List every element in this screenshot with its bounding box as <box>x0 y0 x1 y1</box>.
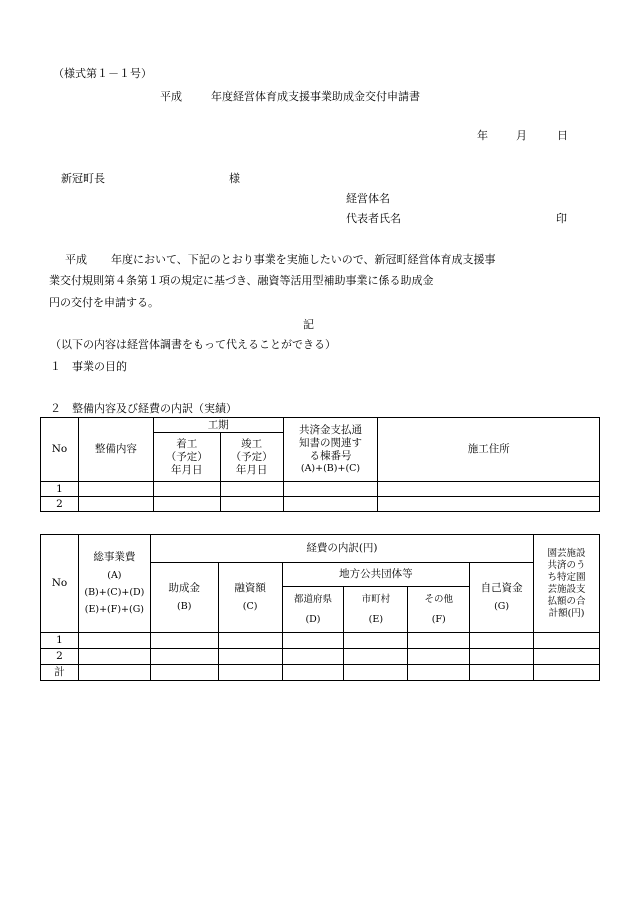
cell[interactable] <box>283 482 378 497</box>
cell[interactable] <box>78 482 153 497</box>
cell[interactable] <box>218 649 282 665</box>
mutual-line-1: 共済金支払通 <box>299 424 362 436</box>
representative-label: 代表者氏名 <box>346 212 401 225</box>
col-loan <box>218 563 282 633</box>
col-end <box>220 433 283 482</box>
body-era: 平成 <box>65 253 87 266</box>
other-label: その他 <box>424 593 453 605</box>
cell[interactable] <box>283 497 378 512</box>
body-line-1: 年度において、下記のとおり事業を実施したいので、新冠町経営体育成支援事 <box>111 253 496 266</box>
substitution-note: （以下の内容は経営体調書をもって代えることができる） <box>50 338 336 351</box>
section-breakdown: ２ 整備内容及び経費の内訳（実績） <box>50 402 237 415</box>
total-line-1: 総事業費 <box>93 551 136 563</box>
city-label: 市町村 <box>361 593 391 605</box>
cell[interactable] <box>218 633 282 649</box>
cell[interactable] <box>408 649 470 665</box>
cell[interactable] <box>344 665 408 681</box>
col-location: 施工住所 <box>378 418 600 482</box>
city-code: (E) <box>368 613 384 625</box>
loan-code: (C) <box>242 601 258 612</box>
row-no: 1 <box>41 482 79 497</box>
table-row <box>41 649 600 665</box>
start-line-3: 年月日 <box>170 463 203 476</box>
end-line-1: 竣工 <box>241 437 263 450</box>
cell[interactable] <box>78 649 150 665</box>
page-title: 年度経営体育成支援事業助成金交付申請書 <box>211 90 420 103</box>
col-city <box>344 587 408 633</box>
cell[interactable] <box>534 665 600 681</box>
end-line-3: 年月日 <box>235 463 268 476</box>
mutual-line-2: 知書の関連す <box>299 437 362 449</box>
row-no: 2 <box>41 497 79 512</box>
table-row <box>41 497 600 512</box>
start-line-1: 着工 <box>176 437 198 450</box>
cell[interactable] <box>282 665 344 681</box>
cell[interactable] <box>408 665 470 681</box>
body-line-3: 円の交付を申請する。 <box>49 296 159 309</box>
body-line-2: 業交付規則第４条第１項の規定に基づき、融資等活用型補助事業に係る助成金 <box>49 274 434 287</box>
table-row <box>41 482 600 497</box>
cell[interactable] <box>153 497 220 512</box>
row-no: 1 <box>41 633 79 649</box>
entity-label: 経営体名 <box>346 192 390 205</box>
date-month: 月 <box>516 129 527 142</box>
date-day: 日 <box>557 129 568 142</box>
cell[interactable] <box>150 649 218 665</box>
table-row <box>41 633 600 649</box>
end-line-2: （予定） <box>230 450 273 463</box>
row-no: 2 <box>41 649 79 665</box>
cell[interactable] <box>150 633 218 649</box>
subsidy-code: (B) <box>177 601 192 612</box>
garden-line-3: ち特定園 <box>547 571 586 583</box>
cell[interactable] <box>408 633 470 649</box>
own-code: (G) <box>494 601 510 612</box>
cell[interactable] <box>78 497 153 512</box>
cell[interactable] <box>153 482 220 497</box>
title-era: 平成 <box>160 90 182 103</box>
col-period: 工期 <box>153 418 283 433</box>
cell[interactable] <box>282 649 344 665</box>
col-breakdown: 経費の内訳(円) <box>150 535 533 563</box>
col-content: 整備内容 <box>78 418 153 482</box>
table-row-total <box>41 665 600 681</box>
cell[interactable] <box>344 649 408 665</box>
garden-line-4: 芸施設支 <box>547 583 586 595</box>
total-line-2: (A) <box>107 570 122 581</box>
total-line-4: (E)+(F)+(G) <box>84 604 145 615</box>
cell[interactable] <box>282 633 344 649</box>
cell[interactable] <box>220 482 283 497</box>
col-prefecture <box>282 587 344 633</box>
garden-line-1: 園芸施設 <box>547 547 586 559</box>
cell[interactable] <box>218 665 282 681</box>
section-purpose: １ 事業の目的 <box>50 360 127 373</box>
cell[interactable] <box>534 649 600 665</box>
col-other <box>408 587 470 633</box>
col-start <box>153 433 220 482</box>
ki-heading: 記 <box>303 318 314 331</box>
cell[interactable] <box>378 482 600 497</box>
col-subsidy <box>150 563 218 633</box>
garden-line-5: 払額の合 <box>547 595 586 607</box>
other-code: (F) <box>431 613 446 625</box>
addressee-honorific: 様 <box>229 172 240 185</box>
col-local-gov: 地方公共団体等 <box>282 563 470 587</box>
expense-table <box>40 534 600 681</box>
mutual-line-3: る棟番号 <box>309 450 352 462</box>
cell[interactable] <box>78 633 150 649</box>
col-mutual-aid <box>283 418 378 482</box>
garden-line-6: 計額(円) <box>548 607 585 619</box>
cell[interactable] <box>470 665 534 681</box>
start-line-2: （予定） <box>165 450 208 463</box>
cell[interactable] <box>378 497 600 512</box>
col-own-funds <box>470 563 534 633</box>
cell[interactable] <box>220 497 283 512</box>
cell[interactable] <box>78 665 150 681</box>
works-table <box>40 417 600 512</box>
pref-code: (D) <box>305 613 321 625</box>
cell[interactable] <box>150 665 218 681</box>
subsidy-label: 助成金 <box>168 582 200 594</box>
pref-label: 都道府県 <box>293 593 332 605</box>
cell[interactable] <box>470 649 534 665</box>
total-line-3: (B)+(C)+(D) <box>84 587 145 598</box>
garden-line-2: 共済のう <box>547 559 586 571</box>
addressee-name: 新冠町長 <box>61 172 105 185</box>
col-no: No <box>41 535 79 633</box>
col-no: No <box>41 418 79 482</box>
col-total <box>78 535 150 633</box>
own-label: 自己資金 <box>480 582 523 594</box>
cell[interactable] <box>470 633 534 649</box>
loan-label: 融資額 <box>234 582 266 594</box>
seal-mark: 印 <box>556 212 567 225</box>
date-year: 年 <box>477 129 488 142</box>
mutual-line-4: (A)+(B)+(C) <box>300 463 361 474</box>
col-garden <box>534 535 600 633</box>
cell[interactable] <box>344 633 408 649</box>
cell[interactable] <box>534 633 600 649</box>
form-number: （様式第１－１号） <box>53 67 152 80</box>
row-total-label: 計 <box>41 665 79 681</box>
